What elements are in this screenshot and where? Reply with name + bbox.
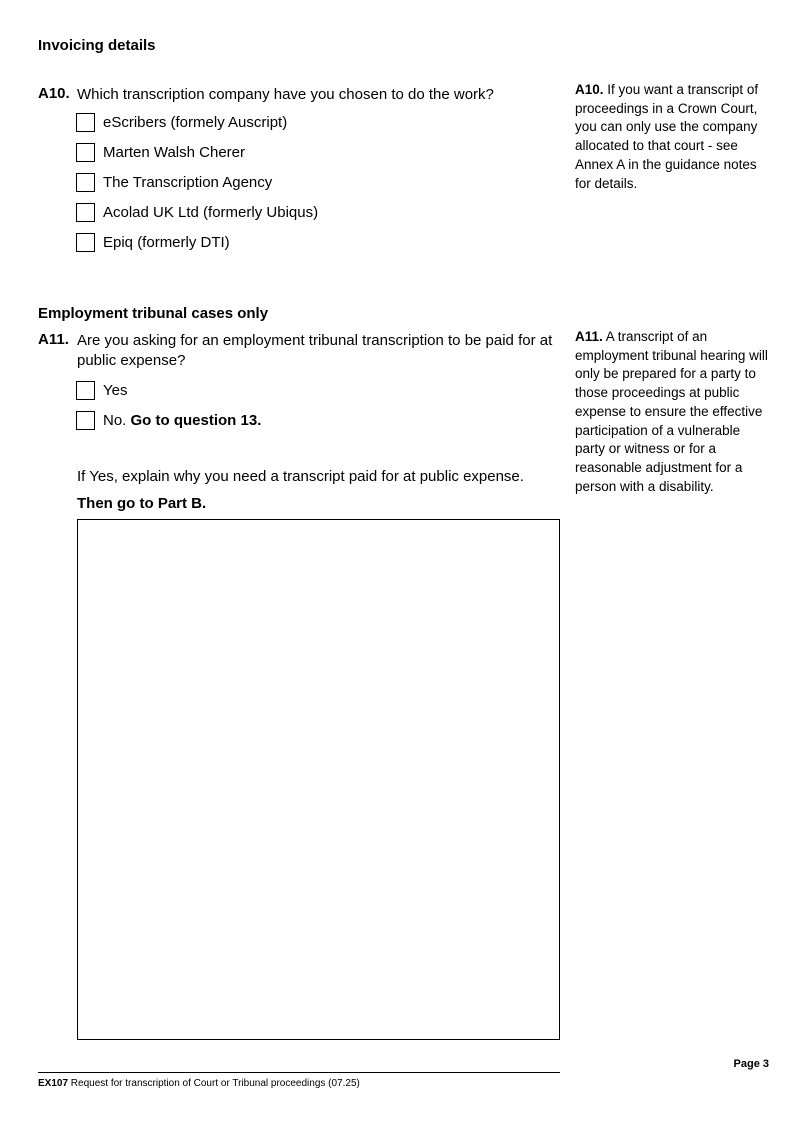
checkbox-transcription-agency[interactable] bbox=[76, 173, 95, 192]
option-label bbox=[103, 412, 261, 429]
question-a10-number: A10. bbox=[38, 85, 70, 102]
no-label: No. bbox=[103, 411, 127, 429]
question-a10-text: Which transcription company have you chosen to do the work? bbox=[77, 86, 494, 103]
option-label: Epiq (formerly DTI) bbox=[103, 233, 230, 251]
explanation-textarea[interactable] bbox=[77, 519, 560, 1040]
checkbox-epiq[interactable] bbox=[76, 233, 95, 252]
option-epiq[interactable] bbox=[76, 231, 230, 253]
option-transcription-agency[interactable] bbox=[76, 171, 272, 193]
explain-instruction: If Yes, explain why you need a transcript paid for at public expense. bbox=[77, 468, 524, 485]
note-label: A11. bbox=[575, 329, 603, 344]
footer-form-reference bbox=[38, 1078, 360, 1089]
note-text: A transcript of an employment tribunal hearing will only be prepared for a party to those proceedings at public expense to ensure the effective participation of a vulnerable party or witness or for a reasonable adjustment for a person with a disability. bbox=[575, 329, 768, 494]
form-code: EX107 bbox=[38, 1078, 69, 1089]
checkbox-marten-walsh-cherer[interactable] bbox=[76, 143, 95, 162]
option-marten-walsh-cherer[interactable] bbox=[76, 141, 245, 163]
option-label: eScribers (formely Auscript) bbox=[103, 113, 288, 131]
option-yes[interactable] bbox=[76, 379, 127, 401]
guidance-note-a10 bbox=[575, 81, 770, 193]
option-label: Marten Walsh Cherer bbox=[103, 143, 245, 161]
question-a11-number: A11. bbox=[38, 331, 69, 348]
footer-divider bbox=[38, 1072, 560, 1073]
option-escribers[interactable] bbox=[76, 111, 287, 133]
invoicing-heading: Invoicing details bbox=[38, 37, 156, 54]
question-a11-text: Are you asking for an employment tribunal transcription to be paid for at public expense? bbox=[77, 332, 553, 369]
checkbox-escribers[interactable] bbox=[76, 113, 95, 132]
option-label: Acolad UK Ltd (formerly Ubiqus) bbox=[103, 203, 319, 221]
then-go-instruction: Then go to Part B. bbox=[77, 495, 207, 512]
note-text: If you want a transcript of proceedings in a Crown Court, you can only use the company allocated to that court - see Annex A in the guidance notes for details. bbox=[575, 82, 759, 191]
guidance-note-a11 bbox=[575, 328, 770, 496]
form-title: Request for transcription of Court or Tribunal proceedings (07.25) bbox=[68, 1078, 360, 1089]
employment-heading: Employment tribunal cases only bbox=[38, 305, 269, 322]
checkbox-acolad[interactable] bbox=[76, 203, 95, 222]
checkbox-no[interactable] bbox=[76, 411, 95, 430]
option-label: The Transcription Agency bbox=[103, 173, 273, 191]
option-no[interactable] bbox=[76, 409, 261, 431]
option-label: Yes bbox=[103, 381, 128, 399]
no-goto-instruction: Go to question 13. bbox=[130, 411, 262, 429]
note-label: A10. bbox=[575, 82, 604, 97]
page-number: Page 3 bbox=[733, 1058, 769, 1070]
checkbox-yes[interactable] bbox=[76, 381, 95, 400]
option-acolad[interactable] bbox=[76, 201, 318, 223]
